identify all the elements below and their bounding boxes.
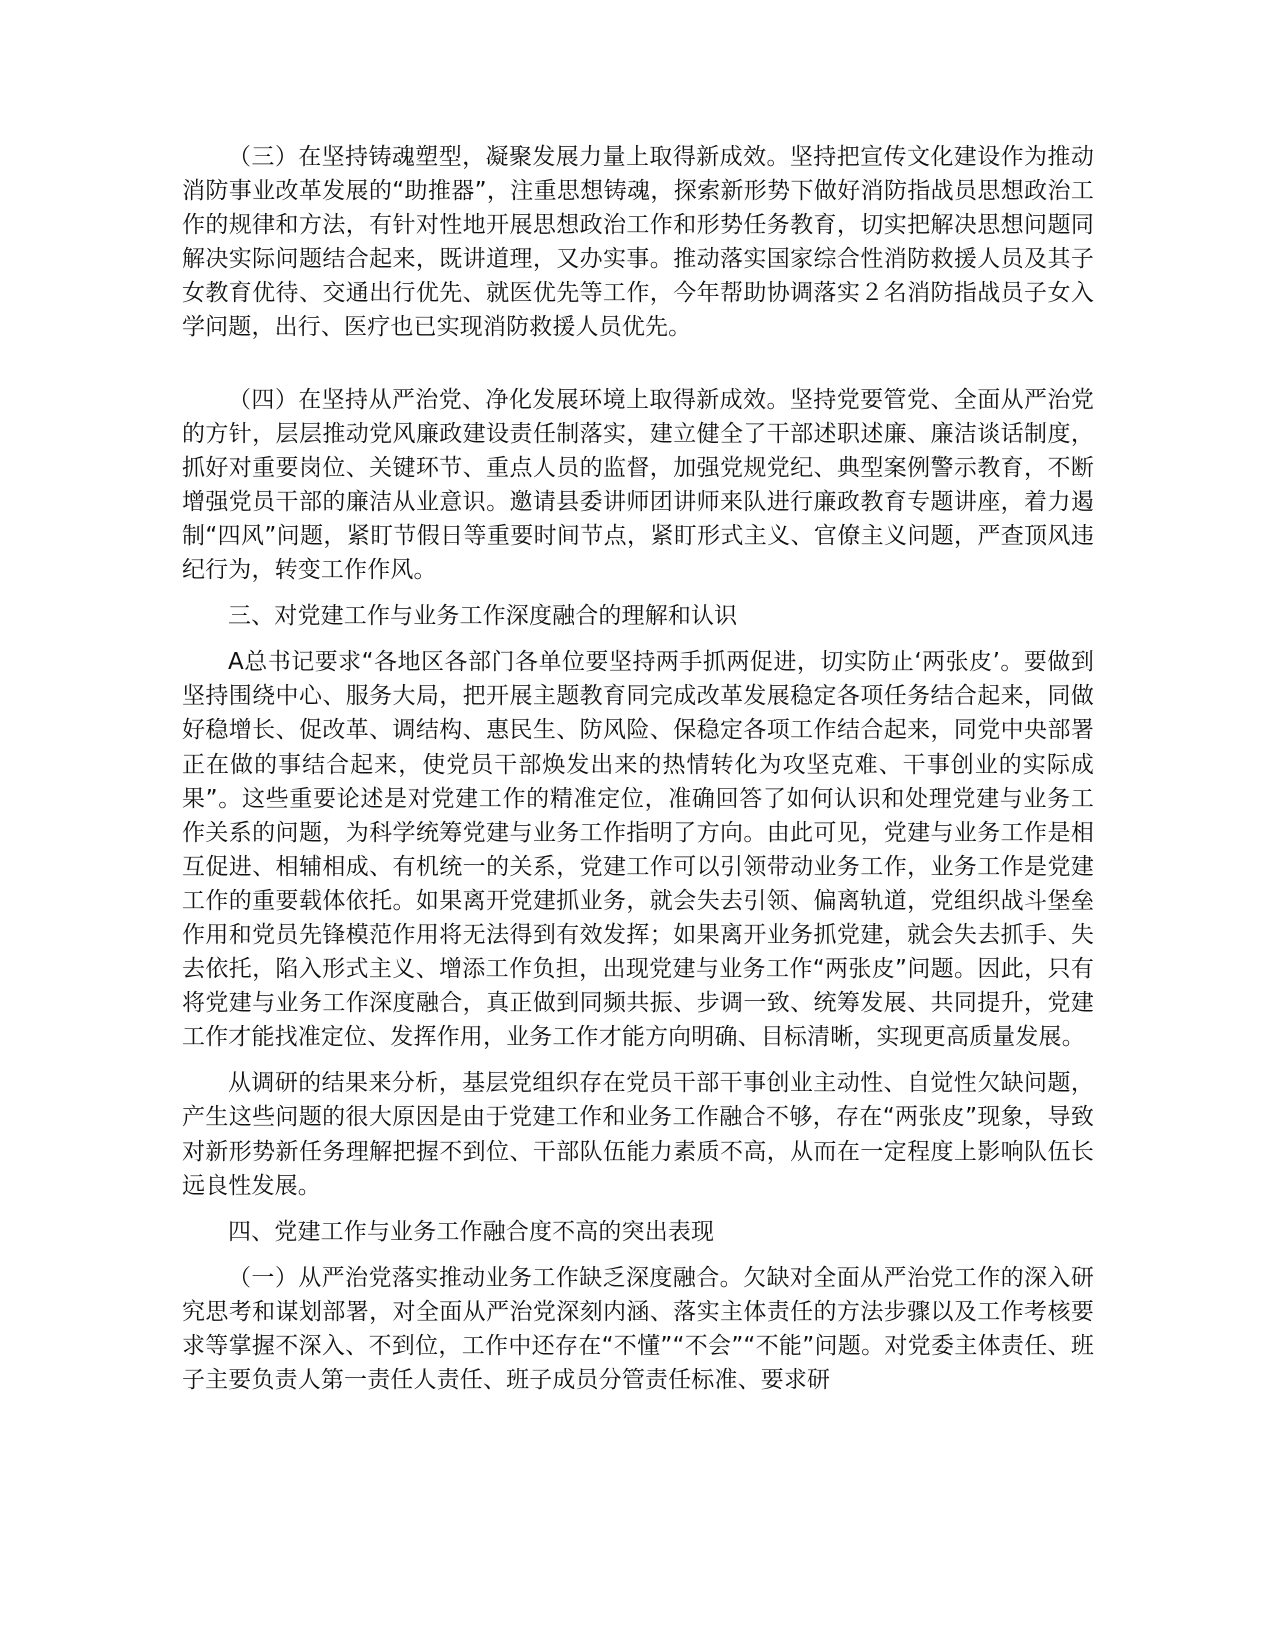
section-heading-four: 四、党建工作与业务工作融合度不高的突出表现 bbox=[228, 1218, 715, 1245]
section-heading-three: 三、对党建工作与业务工作深度融合的理解和认识 bbox=[228, 603, 738, 630]
paragraph-spacer bbox=[182, 633, 1094, 645]
paragraph-one: （一）从严治党落实推动业务工作缺乏深度融合。欠缺对全面从严治党工作的深入研究思考和谋划部署，对全面从严治党深刻内涵、落实主体责任的方法步骤以及工作考核要求等掌握不深入、不到位，工作中还存在“不懂”“不会”“不能”问题。对党委主体责任、班子主要负责人第一责任人责任、班子成员分管责任标准、要求研 bbox=[182, 1264, 1094, 1394]
paragraph-spacer bbox=[182, 1203, 1094, 1215]
paragraph-research: 从调研的结果来分析，基层党组织存在党员干部干事创业主动性、自觉性欠缺问题，产生这些问题的很大原因是由于党建工作和业务工作融合不够，存在“两张皮”现象，导致对新形势新任务理解把握不到位、干部队伍能力素质不高，从而在一定程度上影响队伍长远良性发展。 bbox=[182, 1070, 1094, 1199]
paragraph-understanding: A总书记要求“各地区各部门各单位要坚持两手抓两促进，切实防止‘两张皮’。要做到坚持围绕中心、服务大局，把开展主题教育同完成改革发展稳定各项任务结合起来，同做好稳增长、促改革、调结构、惠民生、防风险、保稳定各项工作结合起来，同党中央部署正在做的事结合起来，使党员干部焕发出来的热情转化为攻坚克难、干事创业的实际成果”。这些重要论述是对党建工作的精准定位，准确回答了如何认识和处理党建与业务工作关系的问题，为科学统筹党建与业务工作指明了方向。由此可见，党建与业务工作是相互促进、相辅相成、有机统一的关系，党建工作可以引领带动业务工作，业务工作是党建工作的重要载体依托。如果离开党建抓业务，就会失去引领、偏离轨道，党组织战斗堡垒作用和党员先锋模范作用将无法得到有效发挥；如果离开业务抓党建，就会失去抓手、失去依托，陷入形式主义、增添工作负担，出现党建与业务工作“两张皮”问题。因此，只有将党建与业务工作深度融合，真正做到同频共振、步调一致、统筹发展、共同提升，党建工作才能找准定位、发挥作用，业务工作才能方向明确、目标清晰，实现更高质量发展。 bbox=[182, 649, 1094, 1051]
paragraph-four: （四）在坚持从严治党、净化发展环境上取得新成效。坚持党要管党、全面从严治党的方针，层层推动党风廉政建设责任制落实，建立健全了干部述职述廉、廉洁谈话制度，抓好对重要岗位、关键环节、重点人员的监督，加强党规党纪、典型案例警示教育，不断增强党员干部的廉洁从业意识。邀请县委讲师团讲师来队进行廉政教育专题讲座，着力遏制“四风”问题，紧盯节假日等重要时间节点，紧盯形式主义、官僚主义问题，严查顶风违纪行为，转变工作作风。 bbox=[182, 386, 1094, 584]
paragraph-spacer bbox=[182, 1054, 1094, 1066]
paragraph-three: （三）在坚持铸魂塑型，凝聚发展力量上取得新成效。坚持把宣传文化建设作为推动消防事业改革发展的“助推器”，注重思想铸魂，探索新形势下做好消防指战员思想政治工作的规律和方法，有针对性地开展思想政治工作和形势任务教育，切实把解决思想问题同解决实际问题结合起来，既讲道理，又办实事。推动落实国家综合性消防救援人员及其子女教育优待、交通出行优先、就医优先等工作，今年帮助协调落实２名消防指战员子女入学问题，出行、医疗也已实现消防救援人员优先。 bbox=[182, 144, 1094, 341]
paragraph-spacer bbox=[182, 345, 1094, 383]
paragraph-spacer bbox=[182, 587, 1094, 599]
document-page bbox=[182, 140, 1094, 1397]
paragraph-spacer bbox=[182, 1249, 1094, 1261]
